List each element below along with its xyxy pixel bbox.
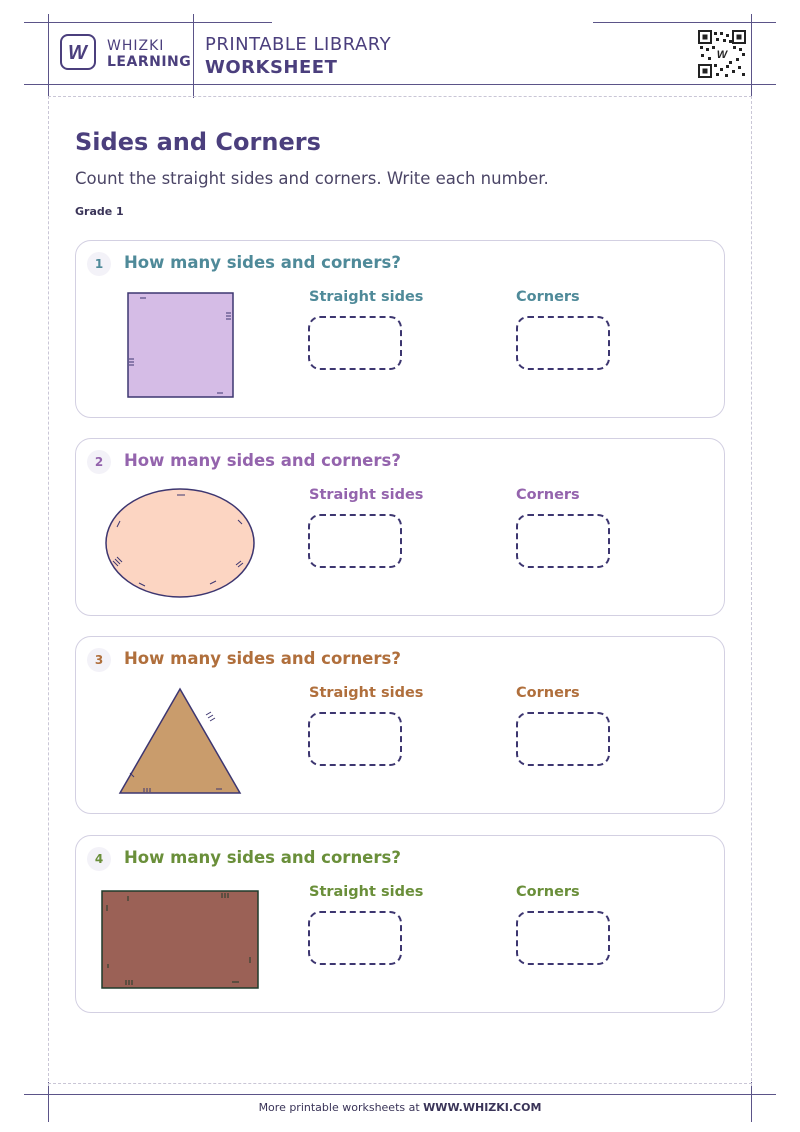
straight-sides-answer-box[interactable]	[308, 316, 402, 370]
brand-name: WHIZKI	[107, 38, 165, 54]
qr-code-icon	[698, 30, 746, 78]
question-prompt: How many sides and corners?	[124, 649, 401, 668]
question-number: 1	[87, 252, 111, 276]
corners-answer-box[interactable]	[516, 712, 610, 766]
header-worksheet-title: WORKSHEET	[205, 57, 338, 78]
question-prompt: How many sides and corners?	[124, 451, 401, 470]
frame-dashed-bottom	[48, 1083, 752, 1084]
corners-label: Corners	[516, 289, 580, 305]
brand-subname: LEARNING	[107, 54, 192, 70]
corners-label: Corners	[516, 685, 580, 701]
corners-answer-box[interactable]	[516, 316, 610, 370]
svg-text:W: W	[716, 49, 728, 61]
rectangle-icon	[100, 888, 262, 992]
question-card-3	[75, 636, 725, 814]
footer	[0, 1101, 800, 1114]
corners-answer-box[interactable]	[516, 911, 610, 965]
worksheet-instructions: Count the straight sides and corners. Write each number.	[75, 169, 549, 188]
rectangle-icon	[126, 291, 236, 401]
question-number: 4	[87, 847, 111, 871]
frame-right-line	[751, 14, 752, 98]
corners-answer-box[interactable]	[516, 514, 610, 568]
frame-dashed-right	[751, 96, 752, 1086]
straight-sides-label: Straight sides	[309, 884, 424, 900]
corners-label: Corners	[516, 487, 580, 503]
footer-prefix: More printable worksheets at	[258, 1101, 420, 1114]
question-prompt: How many sides and corners?	[124, 848, 401, 867]
oval-icon	[103, 487, 259, 599]
triangle-icon	[118, 687, 244, 797]
question-number: 2	[87, 450, 111, 474]
question-number: 3	[87, 648, 111, 672]
whizki-logo-icon	[60, 34, 96, 70]
frame-dashed-left	[48, 96, 49, 1086]
straight-sides-label: Straight sides	[309, 685, 424, 701]
frame-dashed-top	[48, 96, 752, 97]
question-card-1	[75, 240, 725, 418]
straight-sides-label: Straight sides	[309, 289, 424, 305]
frame-header-line	[24, 84, 776, 85]
frame-bottom-line	[24, 1094, 776, 1095]
frame-top-line-right	[593, 22, 776, 23]
grade-label: Grade 1	[75, 205, 124, 218]
frame-divider-line	[193, 14, 194, 98]
question-card-2	[75, 438, 725, 616]
worksheet-title: Sides and Corners	[75, 128, 321, 156]
frame-left-line	[48, 14, 49, 98]
straight-sides-answer-box[interactable]	[308, 911, 402, 965]
footer-site-link[interactable]: WWW.WHIZKI.COM	[423, 1101, 542, 1114]
logo-letter: W	[68, 42, 87, 64]
question-card-4	[75, 835, 725, 1013]
question-prompt: How many sides and corners?	[124, 253, 401, 272]
frame-top-line	[24, 22, 272, 23]
header-library-title: PRINTABLE LIBRARY	[205, 34, 392, 55]
straight-sides-label: Straight sides	[309, 487, 424, 503]
straight-sides-answer-box[interactable]	[308, 514, 402, 568]
straight-sides-answer-box[interactable]	[308, 712, 402, 766]
corners-label: Corners	[516, 884, 580, 900]
